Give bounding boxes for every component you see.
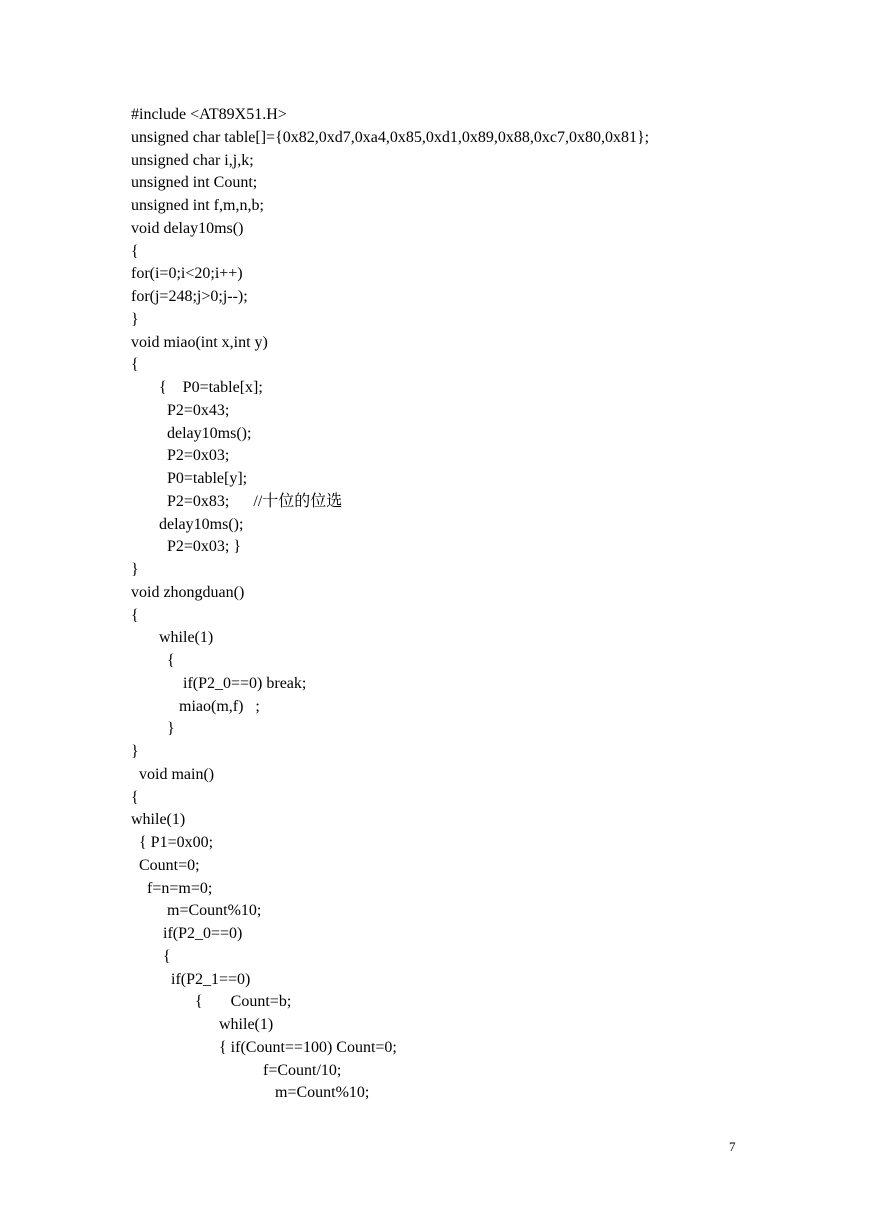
code-line: { (131, 788, 139, 806)
code-line: m=Count%10; (131, 1084, 370, 1102)
code-line: m=Count%10; (131, 902, 262, 920)
code-line: } (131, 720, 175, 738)
code-line: { Count=b; (131, 993, 292, 1011)
code-line: { P0=table[x]; (131, 379, 263, 396)
code-line: if(P2_0==0) (131, 925, 243, 942)
code-line: for(i=0;i<20;i++) (131, 265, 243, 283)
code-line: { (131, 356, 139, 374)
code-line: { (131, 242, 139, 260)
code-line: P2=0x43; (131, 401, 230, 419)
code-line: for(j=248;j>0;j--); (131, 288, 248, 305)
code-line: f=n=m=0; (131, 879, 213, 897)
code-line: P0=table[y]; (131, 470, 248, 487)
code-line: delay10ms(); (131, 424, 252, 442)
code-line: unsigned int Count; (131, 174, 258, 192)
code-line: { P1=0x00; (131, 834, 214, 851)
code-line: { (131, 606, 139, 624)
page-number: 7 (729, 1139, 736, 1154)
code-line: } (131, 561, 139, 578)
code-line: void delay10ms() (131, 219, 244, 237)
code-line: P2=0x83; //十位的位选 (131, 492, 343, 510)
code-line: P2=0x03; } (131, 538, 242, 556)
code-line: if(P2_1==0) (131, 970, 251, 988)
code-line: while(1) (131, 629, 214, 647)
code-line: } (131, 310, 139, 328)
code-line: { (131, 947, 171, 965)
code-line: P2=0x03; (131, 447, 230, 465)
code-line: { (131, 652, 175, 669)
code-line: if(P2_0==0) break; (131, 674, 307, 692)
code-line: } (131, 743, 139, 760)
code-line: while(1) (131, 811, 186, 829)
code-listing (131, 104, 771, 1105)
code-line: unsigned int f,m,n,b; (131, 197, 264, 214)
code-line: void main() (131, 765, 215, 783)
code-line: f=Count/10; (131, 1061, 342, 1079)
code-line: void miao(int x,int y) (131, 333, 268, 351)
code-line: delay10ms(); (131, 515, 244, 533)
code-line: void zhongduan() (131, 583, 245, 601)
code-line: unsigned char i,j,k; (131, 151, 254, 169)
code-line: #include <AT89X51.H> (131, 106, 287, 123)
code-line: while(1) (131, 1016, 274, 1033)
code-line: Count=0; (131, 856, 200, 874)
code-line: unsigned char table[]={0x82,0xd7,0xa4,0x85,0xd1,0x89,0x88,0xc7,0x80,0x81}; (131, 128, 650, 146)
code-line: { if(Count==100) Count=0; (131, 1038, 397, 1056)
code-line: miao(m,f) ; (131, 697, 260, 715)
